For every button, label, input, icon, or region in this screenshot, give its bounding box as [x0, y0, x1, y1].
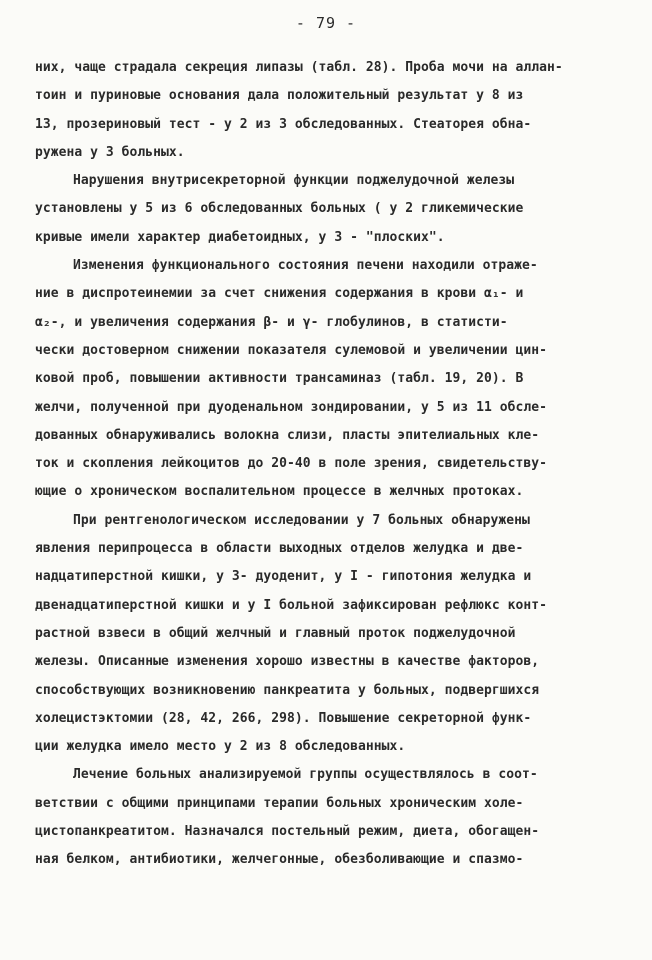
text-line: чески достоверном снижении показателя сулемовой и увеличении цин-: [35, 342, 547, 358]
text-line: ковой проб, повышении активности трансаминаз (табл. 19, 20). В: [35, 371, 524, 387]
text-line: холецистэктомии (28, 42, 266, 298). Повышение секреторной функ-: [35, 710, 532, 726]
text-line: ная белком, антибиотики, желчегонные, обезболивающие и спазмо-: [35, 852, 524, 868]
text-line: двенадцатиперстной кишки и у I больной зафиксирован рефлюкс конт-: [35, 597, 547, 613]
paragraph-2: [35, 167, 620, 252]
paragraph-5: [35, 761, 620, 874]
text-line: Нарушения внутрисекреторной функции поджелудочной железы: [73, 173, 515, 189]
text-line: α₂-, и увеличения содержания β- и γ- глобулинов, в статисти-: [35, 314, 508, 330]
text-line: надцатиперстной кишки, у 3- дуоденит, у I - гипотония желудка и: [35, 569, 532, 585]
text-line: установлены у 5 из 6 обследованных больных ( у 2 гликемические: [35, 201, 524, 217]
text-line: явления перипроцесса в области выходных отделов желудка и две-: [35, 541, 524, 557]
text-line: ции желудка имело место у 2 из 8 обследованных.: [35, 739, 406, 755]
text-line: дованных обнаруживались волокна слизи, пласты эпителиальных кле-: [35, 427, 540, 443]
text-line: способствующих возникновению панкреатита у больных, подвергшихся: [35, 682, 540, 698]
paragraph-4: [35, 507, 620, 762]
text-line: 13, прозериновый тест - у 2 из 3 обследованных. Стеаторея обна-: [35, 116, 532, 132]
text-line: ток и скопления лейкоцитов до 20-40 в поле зрения, свидетельству-: [35, 456, 547, 472]
text-line: желчи, полученной при дуоденальном зондировании, у 5 из 11 обсле-: [35, 399, 547, 415]
text-line: ние в диспротеинемии за счет снижения содержания в крови α₁- и: [35, 286, 524, 302]
text-line: цистопанкреатитом. Назначался постельный режим, диета, обогащен-: [35, 824, 540, 840]
text-line: тоин и пуриновые основания дала положительный результат у 8 из: [35, 88, 524, 104]
paragraph-3: [35, 252, 620, 507]
text-line: ветствии с общими принципами терапии больных хроническим холе-: [35, 795, 524, 811]
text-line: них, чаще страдала секреция липазы (табл. 28). Проба мочи на аллан-: [35, 60, 563, 75]
paragraph-1: [35, 54, 620, 167]
text-line: кривые имели характер диабетоидных, у 3 - "плоских".: [35, 229, 445, 245]
body-text: [35, 54, 620, 875]
page-number: - 79 -: [295, 14, 357, 32]
text-line: железы. Описанные изменения хорошо известны в качестве факторов,: [35, 654, 540, 670]
text-line: растной взвеси в общий желчный и главный проток поджелудочной: [35, 625, 516, 641]
text-line: ружена у 3 больных.: [35, 144, 185, 160]
text-line: Изменения функционального состояния печени находили отраже-: [73, 258, 538, 274]
text-line: При рентгенологическом исследовании у 7 больных обнаружены: [73, 512, 530, 528]
text-line: ющие о хроническом воспалительном процессе в желчных протоках.: [35, 484, 524, 500]
text-line: Лечение больных анализируемой группы осуществлялось в соот-: [73, 767, 538, 783]
